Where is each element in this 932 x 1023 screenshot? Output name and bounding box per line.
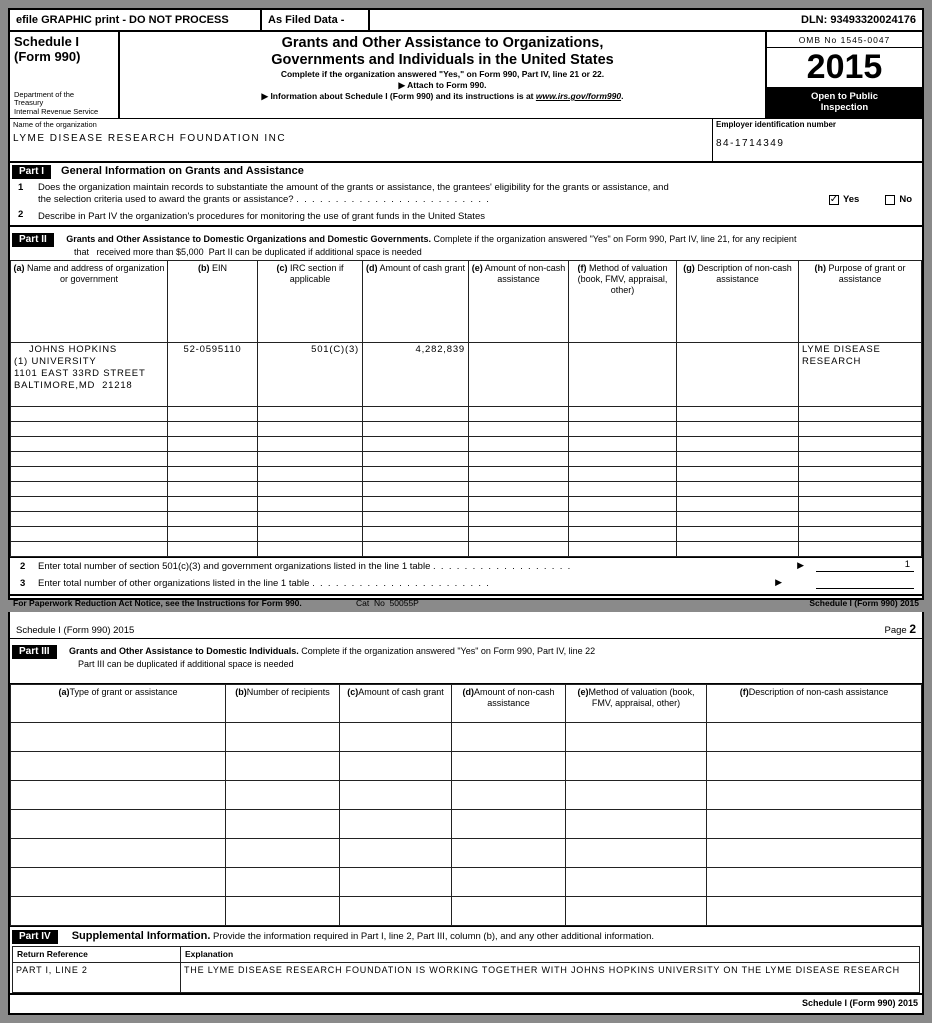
part4-header-row xyxy=(13,947,920,963)
empty-cell xyxy=(452,752,566,781)
empty-cell xyxy=(363,497,469,512)
empty-cell xyxy=(168,437,258,452)
empty-cell xyxy=(11,723,226,752)
empty-cell xyxy=(799,482,922,497)
part4-title-rest: Provide the information required in Part I, line 2, Part III, column (b), and any other additional information. xyxy=(210,931,654,942)
empty-cell xyxy=(258,527,363,542)
empty-cell xyxy=(11,868,226,897)
empty-table-row xyxy=(11,467,922,482)
empty-cell xyxy=(677,437,799,452)
part2-title xyxy=(66,234,796,244)
empty-cell xyxy=(799,497,922,512)
column-header-a: (a)Type of grant or assistance xyxy=(11,685,226,723)
part1-title: General Information on Grants and Assistance xyxy=(61,165,304,177)
part4-bar xyxy=(10,927,922,946)
empty-cell xyxy=(569,452,677,467)
empty-cell xyxy=(226,839,340,868)
empty-cell xyxy=(363,437,469,452)
empty-cell xyxy=(569,542,677,557)
empty-cell xyxy=(168,407,258,422)
ein-cell xyxy=(712,119,922,161)
ein-value: 84-1714349 xyxy=(716,138,785,149)
empty-cell xyxy=(258,422,363,437)
arrow-icon: ▶ xyxy=(797,560,804,570)
empty-cell xyxy=(340,723,452,752)
page2-footer: Schedule I (Form 990) 2015 xyxy=(801,998,918,1008)
empty-cell xyxy=(340,810,452,839)
irc-section-cell: 501(C)(3) xyxy=(258,343,363,407)
empty-cell xyxy=(707,723,922,752)
open-line: Open to Public xyxy=(810,91,879,102)
omb-year-block xyxy=(765,32,922,118)
empty-cell xyxy=(363,527,469,542)
empty-cell xyxy=(469,452,569,467)
empty-cell xyxy=(11,497,168,512)
column-header-b: (b) EIN xyxy=(168,261,258,343)
column-header-f: (f) Method of valuation (book, FMV, appraisal, other) xyxy=(569,261,677,343)
line1-text xyxy=(38,182,772,206)
empty-cell xyxy=(469,482,569,497)
efile-status-label: efile GRAPHIC print - DO NOT PROCESS xyxy=(10,10,262,30)
empty-table-row xyxy=(11,752,922,781)
form-page-1 xyxy=(8,8,924,608)
empty-cell xyxy=(469,407,569,422)
empty-cell xyxy=(799,467,922,482)
as-filed-label: As Filed Data - xyxy=(262,10,370,30)
empty-cell xyxy=(677,467,799,482)
purpose-cell xyxy=(799,343,922,407)
table-header-row xyxy=(11,261,922,343)
empty-cell xyxy=(258,467,363,482)
yes-label: Yes xyxy=(842,194,860,205)
column-header-f: (f)Description of non-cash assistance xyxy=(707,685,922,723)
cash-grant-cell: 4,282,839 xyxy=(363,343,469,407)
schedule-name: Schedule I xyxy=(14,34,80,49)
column-header-b: (b)Number of recipients xyxy=(226,685,340,723)
empty-cell xyxy=(363,482,469,497)
empty-cell xyxy=(566,723,707,752)
part2-grants-table xyxy=(10,260,922,557)
part4-title-bold: Supplemental Information. xyxy=(71,930,211,942)
empty-cell xyxy=(258,497,363,512)
page-label: Page xyxy=(884,625,910,636)
empty-cell xyxy=(452,897,566,926)
total3-number: 3 xyxy=(20,578,26,589)
catalog-number: Cat No 50055P xyxy=(356,598,419,608)
empty-cell xyxy=(799,452,922,467)
empty-cell xyxy=(168,467,258,482)
empty-cell xyxy=(363,512,469,527)
empty-cell xyxy=(707,839,922,868)
empty-cell xyxy=(226,752,340,781)
column-header-e: (e)Method of valuation (book, FMV, appraisal, other) xyxy=(566,685,707,723)
empty-cell xyxy=(226,723,340,752)
empty-cell xyxy=(469,422,569,437)
empty-cell xyxy=(799,422,922,437)
empty-cell xyxy=(226,868,340,897)
empty-cell xyxy=(340,781,452,810)
yes-no-group xyxy=(829,194,912,206)
empty-cell xyxy=(11,781,226,810)
part2-title-line2: that received more than $5,000 Part II can be duplicated if additional space is needed xyxy=(74,247,422,257)
part4-supplemental-table xyxy=(12,946,920,993)
empty-cell xyxy=(707,781,922,810)
grantee-name-line: JOHNS HOPKINS xyxy=(29,344,117,355)
empty-table-row xyxy=(11,897,922,926)
schedule-header-label: Schedule I (Form 990) 2015 xyxy=(16,625,135,636)
empty-cell xyxy=(677,527,799,542)
dln-label: DLN: 93493320024176 xyxy=(801,14,916,26)
total-501c3-row xyxy=(10,558,922,575)
page-number xyxy=(884,622,916,636)
column-header-d: (d) Amount of cash grant xyxy=(363,261,469,343)
empty-table-row xyxy=(11,452,922,467)
empty-table-row xyxy=(11,723,922,752)
column-header-a: (a) Name and address of organization or government xyxy=(11,261,168,343)
page2-header-row xyxy=(10,612,922,639)
empty-cell xyxy=(11,810,226,839)
empty-cell xyxy=(363,452,469,467)
empty-cell xyxy=(469,467,569,482)
schedule-footer-label: Schedule I (Form 990) 2015 xyxy=(809,598,919,608)
empty-cell xyxy=(168,527,258,542)
empty-cell xyxy=(340,839,452,868)
empty-table-row xyxy=(11,542,922,557)
part1-line1 xyxy=(10,180,922,209)
page-num-value: 2 xyxy=(909,622,916,636)
line1-number: 1 xyxy=(18,182,24,193)
empty-cell xyxy=(452,810,566,839)
empty-cell xyxy=(168,497,258,512)
part3-title xyxy=(69,646,595,656)
part2-title-bold: Grants and Other Assistance to Domestic Organizations and Domestic Governments. xyxy=(66,234,432,244)
tax-year: 2015 xyxy=(806,48,883,86)
part2-title-rest: Complete if the organization answered "Yes" on Form 990, Part IV, line 21, for any recipient xyxy=(431,234,797,244)
form-title-block xyxy=(120,32,765,118)
empty-cell xyxy=(258,482,363,497)
empty-cell xyxy=(569,527,677,542)
empty-cell xyxy=(707,810,922,839)
empty-cell xyxy=(168,482,258,497)
empty-cell xyxy=(258,452,363,467)
empty-cell xyxy=(677,482,799,497)
grantee-name-line: 1101 EAST 33RD STREET xyxy=(14,368,146,379)
line1-text-2: the selection criteria used to award the grants or assistance? . . . . . . . . . . . . . . . . . . . . . . . . . xyxy=(38,194,489,205)
part4-chip: Part IV xyxy=(12,930,58,944)
total2-number: 2 xyxy=(20,561,26,572)
grant-data-row xyxy=(11,343,922,407)
omb-number: OMB No 1545-0047 xyxy=(767,32,922,48)
empty-cell xyxy=(469,497,569,512)
form-page-2 xyxy=(8,612,924,1015)
empty-cell xyxy=(469,527,569,542)
column-header-c: (c) IRC section if applicable xyxy=(258,261,363,343)
explanation-cell: THE LYME DISEASE RESEARCH FOUNDATION IS WORKING TOGETHER WITH JOHNS HOPKINS UNIVERSITY ON THE LYME DISEASE RESEARCH xyxy=(181,963,920,993)
dept-line: Department of the xyxy=(14,89,75,99)
open-to-public-badge xyxy=(767,87,922,118)
line2-text: Describe in Part IV the organization's procedures for monitoring the use of grant funds in the United States xyxy=(38,211,485,222)
part3-bar xyxy=(10,639,922,671)
total3-value xyxy=(816,576,914,589)
part3-individuals-table xyxy=(10,684,922,926)
valuation-method-cell xyxy=(569,343,677,407)
empty-cell xyxy=(226,897,340,926)
return-reference-header: Return Reference xyxy=(13,947,181,963)
purpose-line: RESEARCH xyxy=(802,356,862,367)
empty-table-row xyxy=(11,482,922,497)
part3-title-bold: Grants and Other Assistance to Domestic Individuals. xyxy=(69,646,299,656)
empty-cell xyxy=(11,752,226,781)
empty-cell xyxy=(11,839,226,868)
empty-cell xyxy=(168,422,258,437)
empty-cell xyxy=(11,452,168,467)
part3-title-rest: Complete if the organization answered "Yes" on Form 990, Part IV, line 22 xyxy=(298,646,596,656)
empty-cell xyxy=(226,810,340,839)
empty-cell xyxy=(677,452,799,467)
info-text-end: . xyxy=(621,91,624,101)
empty-cell xyxy=(11,897,226,926)
empty-table-row xyxy=(11,422,922,437)
empty-cell xyxy=(677,542,799,557)
ein-label: Employer identification number xyxy=(716,120,837,129)
empty-cell xyxy=(707,868,922,897)
empty-cell xyxy=(11,407,168,422)
grantee-name-address-cell xyxy=(11,343,168,407)
empty-cell xyxy=(469,437,569,452)
irs-url-link[interactable]: www.irs.gov/form990 xyxy=(535,91,622,101)
empty-cell xyxy=(569,437,677,452)
grantee-ein-cell: 52-0595110 xyxy=(168,343,258,407)
empty-table-row xyxy=(11,512,922,527)
open-line: Inspection xyxy=(820,102,869,113)
empty-cell xyxy=(566,781,707,810)
empty-cell xyxy=(258,437,363,452)
empty-cell xyxy=(11,422,168,437)
empty-cell xyxy=(452,781,566,810)
empty-cell xyxy=(569,467,677,482)
total-other-row xyxy=(10,575,922,592)
empty-cell xyxy=(569,497,677,512)
empty-cell xyxy=(677,512,799,527)
empty-cell xyxy=(258,542,363,557)
empty-cell xyxy=(340,868,452,897)
org-name-value: LYME DISEASE RESEARCH FOUNDATION INC xyxy=(13,133,287,144)
empty-cell xyxy=(677,407,799,422)
empty-table-row xyxy=(11,497,922,512)
part2-table-wrap xyxy=(10,260,922,558)
spacer xyxy=(10,671,922,683)
non-cash-desc-cell xyxy=(677,343,799,407)
arrow-icon: ▶ xyxy=(775,577,782,587)
column-header-c: (c)Amount of cash grant xyxy=(340,685,452,723)
empty-cell xyxy=(11,437,168,452)
empty-cell xyxy=(799,512,922,527)
empty-cell xyxy=(11,542,168,557)
return-reference-cell: PART I, LINE 2 xyxy=(13,963,181,993)
column-header-d: (d)Amount of non-cash assistance xyxy=(452,685,566,723)
empty-cell xyxy=(799,407,922,422)
empty-cell xyxy=(226,781,340,810)
empty-cell xyxy=(340,897,452,926)
paperwork-notice: For Paperwork Reduction Act Notice, see the Instructions for Form 990. xyxy=(13,598,302,608)
empty-table-row xyxy=(11,407,922,422)
empty-cell xyxy=(363,407,469,422)
empty-cell xyxy=(469,542,569,557)
empty-cell xyxy=(363,542,469,557)
form-number: (Form 990) xyxy=(14,49,81,64)
part3-chip: Part III xyxy=(12,645,57,659)
info-text: ▶ Information about Schedule I (Form 990) and its instructions is at xyxy=(261,91,536,101)
org-name-cell xyxy=(10,119,712,161)
part3-title-line2: Part III can be duplicated if additional space is needed xyxy=(78,659,294,669)
empty-table-row xyxy=(11,437,922,452)
empty-table-row xyxy=(11,810,922,839)
empty-cell xyxy=(363,467,469,482)
empty-cell xyxy=(168,512,258,527)
column-header-e: (e) Amount of non-cash assistance xyxy=(469,261,569,343)
supplemental-row xyxy=(13,963,920,993)
empty-cell xyxy=(452,723,566,752)
org-name-label: Name of the organization xyxy=(13,120,97,129)
empty-cell xyxy=(707,752,922,781)
part1-line2 xyxy=(10,209,922,225)
non-cash-amount-cell xyxy=(469,343,569,407)
efile-topbar xyxy=(10,10,922,32)
part2-bar xyxy=(10,225,922,260)
empty-cell xyxy=(566,868,707,897)
empty-cell xyxy=(258,512,363,527)
department-block xyxy=(14,91,114,117)
part2-chip: Part II xyxy=(12,233,54,247)
empty-cell xyxy=(566,810,707,839)
form-subtitle: Complete if the organization answered "Yes," on Form 990, Part IV, line 21 or 22. xyxy=(280,69,605,79)
empty-cell xyxy=(168,542,258,557)
empty-cell xyxy=(363,422,469,437)
total2-value: 1 xyxy=(816,559,914,572)
form-title: Grants and Other Assistance to Organizations, xyxy=(281,35,604,51)
empty-cell xyxy=(799,542,922,557)
empty-cell xyxy=(340,752,452,781)
explanation-header: Explanation xyxy=(181,947,920,963)
part3-table-wrap xyxy=(10,683,922,927)
dept-line: Treasury xyxy=(14,98,44,107)
empty-cell xyxy=(452,868,566,897)
empty-cell xyxy=(566,839,707,868)
empty-cell xyxy=(569,482,677,497)
empty-cell xyxy=(799,527,922,542)
yes-checkbox[interactable]: ✓ xyxy=(829,194,839,205)
no-label: No xyxy=(899,194,912,205)
empty-cell xyxy=(569,407,677,422)
part1-bar xyxy=(10,163,922,180)
empty-cell xyxy=(677,422,799,437)
empty-cell xyxy=(707,897,922,926)
part4-table-wrap xyxy=(10,946,922,995)
empty-cell xyxy=(569,422,677,437)
table-header-row xyxy=(11,685,922,723)
grantee-name-line: BALTIMORE,MD 21218 xyxy=(14,380,133,391)
page1-footer xyxy=(10,594,922,610)
empty-table-row xyxy=(11,781,922,810)
empty-cell xyxy=(11,512,168,527)
empty-cell xyxy=(168,452,258,467)
grantee-name-line: (1) UNIVERSITY xyxy=(14,356,97,367)
empty-cell xyxy=(566,897,707,926)
empty-cell xyxy=(11,467,168,482)
empty-table-row xyxy=(11,527,922,542)
empty-cell xyxy=(452,839,566,868)
line2-number: 2 xyxy=(18,209,24,220)
empty-table-row xyxy=(11,868,922,897)
empty-cell xyxy=(469,512,569,527)
purpose-line: LYME DISEASE xyxy=(802,344,881,355)
line1-text-1: Does the organization maintain records to substantiate the amount of the grants or assistance, the grantees' eligibility for the grants or assistance, and xyxy=(38,182,669,193)
schedule-id-block xyxy=(10,32,120,118)
empty-cell xyxy=(799,437,922,452)
attach-instruction: ▶ Attach to Form 990. xyxy=(398,80,487,90)
total2-text: Enter total number of section 501(c)(3) and government organizations listed in the line 1 table . . . . . . . . . . . . . . . . . . xyxy=(38,561,571,572)
empty-cell xyxy=(677,497,799,512)
org-identification-row xyxy=(10,119,922,163)
dept-line: Internal Revenue Service xyxy=(14,106,99,116)
form-header xyxy=(10,32,922,119)
empty-table-row xyxy=(11,839,922,868)
no-checkbox[interactable] xyxy=(885,195,895,205)
empty-cell xyxy=(11,482,168,497)
total3-text: Enter total number of other organizations listed in the line 1 table . . . . . . . . . . . . . . . . . . . . . . . xyxy=(38,578,489,589)
column-header-g: (g) Description of non-cash assistance xyxy=(677,261,799,343)
empty-cell xyxy=(569,512,677,527)
empty-cell xyxy=(566,752,707,781)
part4-title xyxy=(72,930,654,942)
empty-cell xyxy=(258,407,363,422)
empty-cell xyxy=(11,527,168,542)
info-instruction xyxy=(120,91,765,102)
column-header-h: (h) Purpose of grant or assistance xyxy=(799,261,922,343)
part1-chip: Part I xyxy=(12,165,51,179)
form-title: Governments and Individuals in the United States xyxy=(271,52,614,68)
